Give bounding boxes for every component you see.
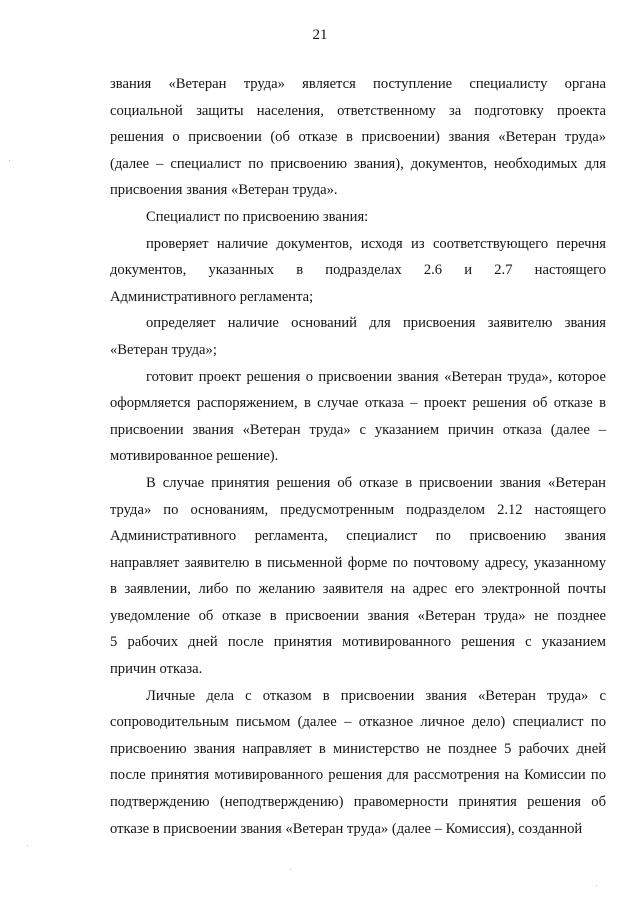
- scan-speck: [596, 885, 597, 886]
- paragraph-1-line-5: присвоения звания «Ветеран труда».: [110, 182, 338, 199]
- scan-speck: [290, 869, 291, 870]
- paragraph-6-line-5: в заявлении, либо по желанию заявителя на адрес его электронной почты: [110, 581, 606, 598]
- paragraph-4-line-2: «Ветеран труда»;: [110, 341, 217, 358]
- paragraph-7-line-2: сопроводительным письмом (далее – отказное личное дело) специалист по: [110, 714, 606, 731]
- paragraph-6-line-1: В случае принятия решения об отказе в присвоении звания «Ветеран: [146, 474, 606, 491]
- paragraph-5-line-2: оформляется распоряжением, в случае отказа – проект решения об отказе в: [110, 395, 606, 412]
- paragraph-6-line-7: 5 рабочих дней после принятия мотивированного решения с указанием: [110, 634, 606, 651]
- page-number: 21: [312, 27, 328, 43]
- paragraph-1-line-2: социальной защиты населения, ответственному за подготовку проекта: [110, 102, 606, 119]
- paragraph-6-line-6: уведомление об отказе в присвоении звания «Ветеран труда» не позднее: [110, 607, 606, 624]
- paragraph-1-line-4: (далее – специалист по присвоению звания), документов, необходимых для: [110, 155, 606, 172]
- paragraph-5-line-4: мотивированное решение).: [110, 448, 279, 465]
- scan-speck: [27, 845, 28, 846]
- paragraph-1-line-3: решения о присвоении (об отказе в присвоении) звания «Ветеран труда»: [110, 129, 606, 146]
- paragraph-4-line-1: определяет наличие оснований для присвоения заявителю звания: [146, 315, 606, 332]
- scan-speck: [9, 160, 10, 161]
- paragraph-7-line-4: после принятия мотивированного решения для рассмотрения на Комиссии по: [110, 767, 606, 784]
- paragraph-6-line-8: причин отказа.: [110, 661, 203, 678]
- paragraph-1-line-1: звания «Ветеран труда» является поступление специалисту органа: [110, 76, 606, 92]
- paragraph-7-line-3: присвоению звания направляет в министерство не позднее 5 рабочих дней: [110, 740, 606, 757]
- paragraph-2-line-1: Специалист по присвоению звания:: [146, 208, 369, 225]
- paragraph-6-line-3: Административного регламента, специалист по присвоению звания: [110, 528, 606, 545]
- paragraph-7-line-1: Личные дела с отказом в присвоении звания «Ветеран труда» с: [146, 687, 606, 704]
- paragraph-6-line-4: направляет заявителю в письменной форме по почтовому адресу, указанному: [110, 554, 606, 571]
- paragraph-5-line-3: присвоении звания «Ветеран труда» с указанием причин отказа (далее –: [110, 421, 606, 438]
- paragraph-6-line-2: труда» по основаниям, предусмотренным подразделом 2.12 настоящего: [110, 501, 606, 518]
- document-body: [110, 71, 606, 842]
- paragraph-5-line-1: готовит проект решения о присвоении звания «Ветеран труда», которое: [146, 368, 606, 385]
- paragraph-3-line-3: Административного регламента;: [110, 288, 314, 305]
- paragraph-3-line-2: документов, указанных в подразделах 2.6 и 2.7 настоящего: [110, 262, 606, 279]
- paragraph-3-line-1: проверяет наличие документов, исходя из соответствующего перечня: [146, 235, 606, 252]
- paragraph-7-line-5: подтверждению (неподтверждению) правомерности принятия решения об: [110, 794, 606, 811]
- paragraph-7-line-6: отказе в присвоении звания «Ветеран труда» (далее – Комиссия), созданной: [110, 820, 583, 837]
